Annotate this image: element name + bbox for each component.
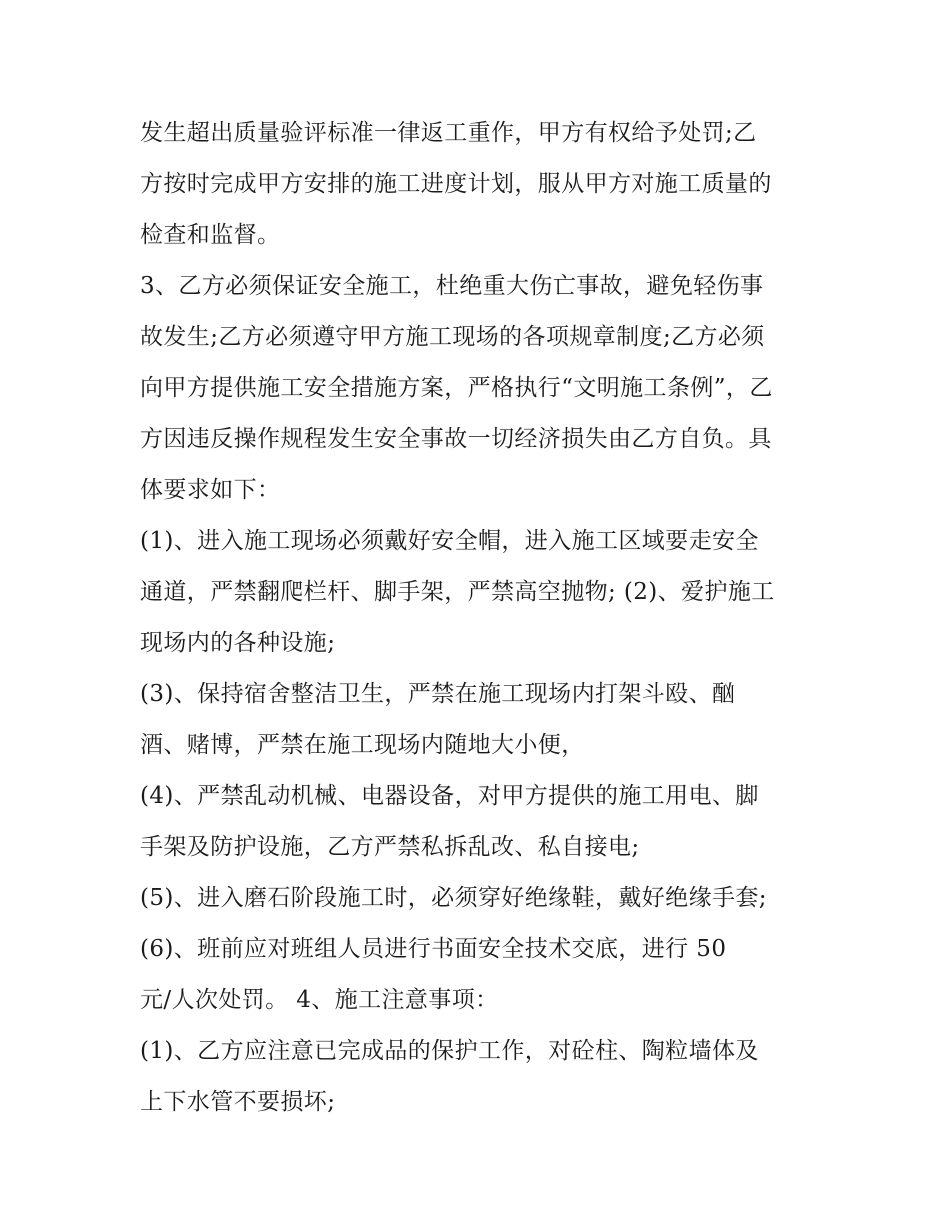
text-line: (6)、班前应对班组人员进行书面安全技术交底，进行 50 [140, 936, 727, 962]
text-line: (5)、进入磨石阶段施工时，必须穿好绝缘鞋，戴好绝缘手套; [140, 885, 767, 911]
text-line: 故发生;乙方必须遵守甲方施工现场的各项规章制度;乙方必须 [140, 324, 765, 350]
document-body [140, 108, 820, 1128]
text-line: 3、乙方必须保证安全施工，杜绝重大伤亡事故，避免轻伤事 [140, 273, 764, 299]
text-line: 方因违反操作规程发生安全事故一切经济损失由乙方自负。具 [140, 426, 772, 452]
text-line: 通道，严禁翻爬栏杆、脚手架，严禁高空抛物; (2)、爱护施工 [140, 579, 775, 605]
text-line: 元/人次处罚。 4、施工注意事项： [140, 987, 499, 1013]
text-line: 上下水管不要损坏; [140, 1089, 336, 1115]
text-line: 体要求如下： [140, 477, 281, 503]
text-line: 发生超出质量验评标准一律返工重作，甲方有权给予处罚;乙 [140, 120, 757, 146]
text-line: 现场内的各种设施; [140, 630, 336, 656]
text-line: (1)、乙方应注意已完成品的保护工作，对砼柱、陶粒墙体及 [140, 1038, 759, 1064]
text-line: 手架及防护设施，乙方严禁私拆乱改、私自接电; [140, 834, 640, 860]
text-line: (4)、严禁乱动机械、电器设备，对甲方提供的施工用电、脚 [140, 783, 759, 809]
text-line: 方按时完成甲方安排的施工进度计划，服从甲方对施工质量的 [140, 171, 772, 197]
text-line: 酒、赌博，严禁在施工现场内随地大小便， [140, 732, 585, 758]
text-line: (3)、保持宿舍整洁卫生，严禁在施工现场内打架斗殴、酗 [140, 681, 736, 707]
text-line: (1)、进入施工现场必须戴好安全帽，进入施工区域要走安全 [140, 528, 759, 554]
text-line: 检查和监督。 [140, 222, 281, 248]
text-line: 向甲方提供施工安全措施方案，严格执行“文明施工条例”，乙 [140, 375, 773, 401]
